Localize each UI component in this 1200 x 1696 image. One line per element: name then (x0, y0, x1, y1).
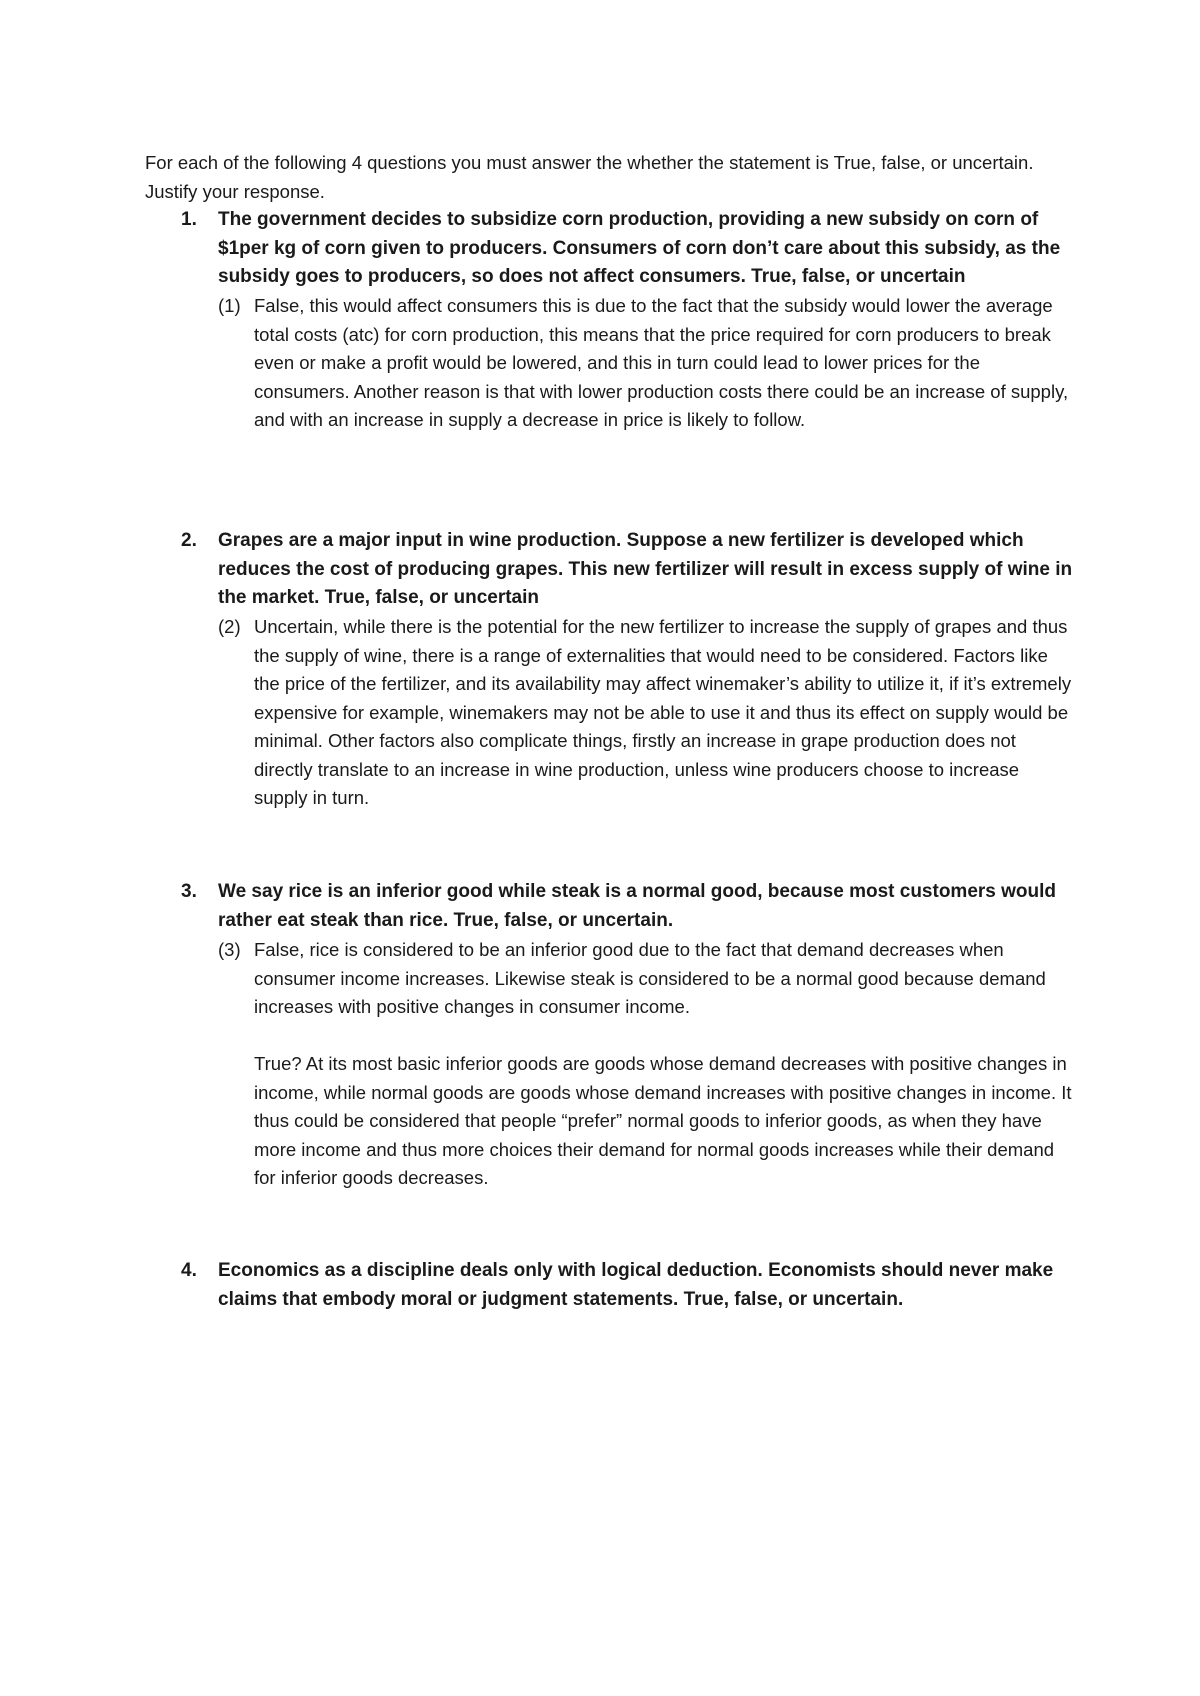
question-number: 3. (181, 881, 197, 902)
question-text: We say rice is an inferior good while steak is a normal good, because most customers would rather eat steak than rice. True, false, or uncertain. (218, 881, 1056, 931)
answer-number: (1) (218, 295, 241, 316)
question-text: The government decides to subsidize corn production, providing a new subsidy on corn of $1per kg of corn given to producers. Consumers of corn don’t care about this subsidy, as the subsidy goes to producers, so does not affect consumers. True, false, or uncertain (218, 209, 1061, 287)
answer-text: False, this would affect consumers this is due to the fact that the subsidy would lower the average total costs (atc) for corn production, this means that the price required for corn producers to break even or make a profit would be lowered, and this in turn could lead to lower prices for the consumers. Another reason is that with lower production costs there could be an increase of supply, and with an increase in supply a decrease in price is likely to follow. (254, 295, 1069, 430)
answer-number: (3) (218, 939, 241, 960)
question-number: 4. (181, 1260, 197, 1281)
instructions-paragraph: For each of the following 4 questions you must answer the whether the statement is True, false, or uncertain. Justify your response. (145, 152, 1034, 202)
question-number: 1. (181, 209, 197, 230)
answer-text: False, rice is considered to be an inferior good due to the fact that demand decreases when consumer income increases. Likewise steak is considered to be a normal good because demand increases with positive changes in consumer income. (254, 939, 1046, 1017)
answer-extra-text: True? At its most basic inferior goods are goods whose demand decreases with positive changes in income, while normal goods are goods whose demand increases with positive changes in income. It thus could be considered that people “prefer” normal goods to inferior goods, as when they have more income and thus more choices their demand for normal goods increases while their demand for inferior goods decreases. (254, 1053, 1072, 1188)
question-text: Grapes are a major input in wine production. Suppose a new fertilizer is developed which reduces the cost of producing grapes. This new fertilizer will result in excess supply of wine in the market. True, false, or uncertain (218, 530, 1073, 608)
question-number: 2. (181, 530, 197, 551)
question-text: Economics as a discipline deals only with logical deduction. Economists should never make claims that embody moral or judgment statements. True, false, or uncertain. (218, 1260, 1054, 1310)
answer-text: Uncertain, while there is the potential for the new fertilizer to increase the supply of grapes and thus the supply of wine, there is a range of externalities that would need to be considered. Factors like the price of the fertilizer, and its availability may affect winemaker’s ability to utilize it, if it’s extremely expensive for example, winemakers may not be able to use it and thus its effect on supply would be minimal. Other factors also complicate things, firstly an increase in grape production does not directly translate to an increase in wine production, unless wine producers choose to increase supply in turn. (254, 616, 1072, 808)
answer-number: (2) (218, 616, 241, 637)
